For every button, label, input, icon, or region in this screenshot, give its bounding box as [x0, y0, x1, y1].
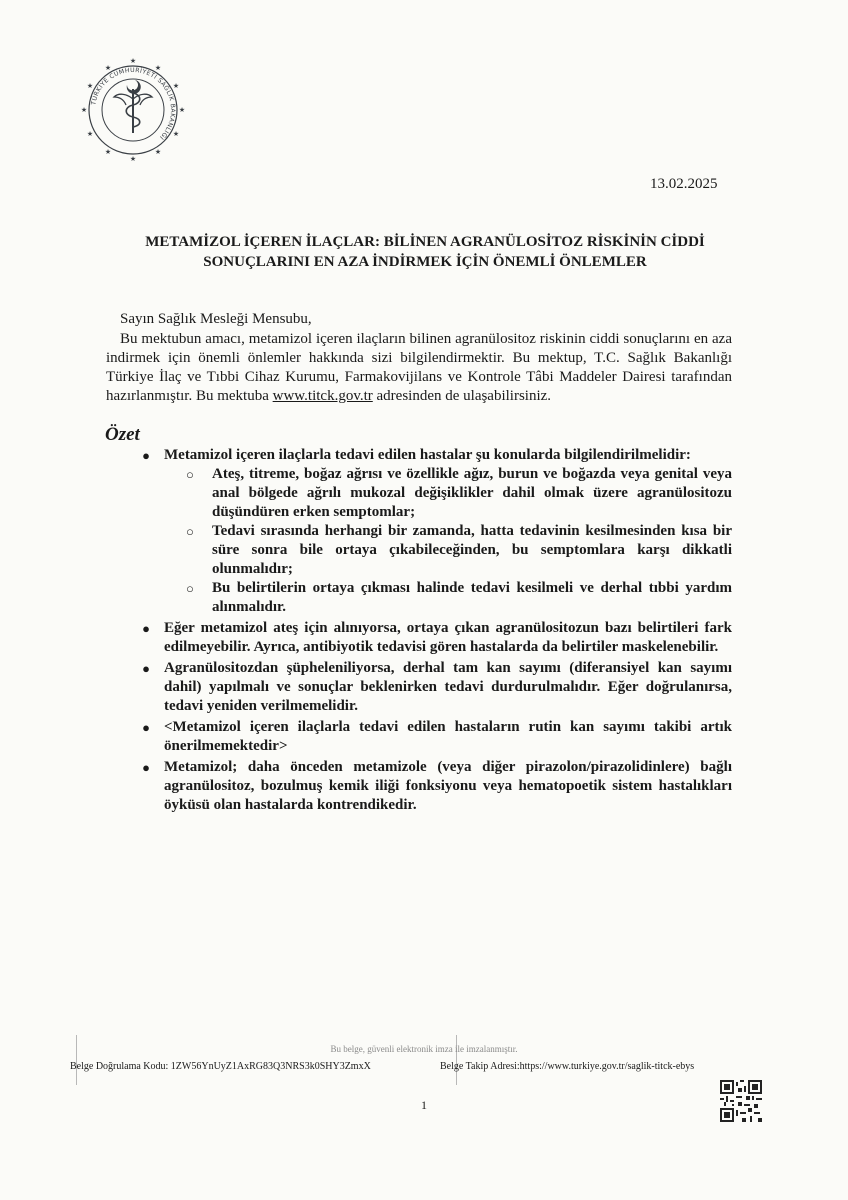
- letter-date: 13.02.2025: [650, 176, 718, 192]
- sub-item-text: Ateş, titreme, boğaz ağrısı ve özellikle ağız, burun ve boğazda veya genital veya anal bölgede ağrılı mukozal değişiklikler dahil olmak üzere agranülositozu düşündüren erken semptomlar;: [212, 466, 732, 520]
- titck-link[interactable]: www.titck.gov.tr: [272, 388, 373, 404]
- svg-text:★: ★: [129, 57, 137, 65]
- bullet-icon: ●: [142, 760, 150, 775]
- list-item: [140, 659, 732, 716]
- sub-item-text: Bu belirtilerin ortaya çıkması halinde tedavi kesilmeli ve derhal tıbbi yardım alınmalıdır.: [212, 580, 732, 615]
- sub-list: [164, 465, 732, 617]
- sub-item-text: Tedavi sırasında herhangi bir zamanda, hatta tedavinin kesilmesinden kısa bir süre sonra bile ortaya çıkabileceğinden, bu semptomlara karşı dikkatli olunmalıdır;: [212, 523, 732, 577]
- svg-text:★: ★: [154, 148, 162, 156]
- svg-text:★: ★: [86, 82, 94, 90]
- bullet-icon: ●: [142, 661, 150, 676]
- summary-heading: Özet: [105, 424, 140, 445]
- svg-text:★: ★: [172, 82, 180, 90]
- svg-text:★: ★: [80, 106, 88, 114]
- svg-text:★: ★: [86, 130, 94, 138]
- sub-list-item: [164, 522, 732, 579]
- bullet-5-text: Metamizol; daha önceden metamizole (veya diğer pirazolon/pirazolidinlere) bağlı agranülositoz, bozulmuş kemik iliği fonksiyonu veya hematopoetik sistem hastalıkları öyküsü olan hastalarda kontrendikedir.: [164, 759, 732, 813]
- tracking-address: Belge Takip Adresi:https://www.turkiye.gov.tr/saglik-titck-ebys: [440, 1061, 695, 1072]
- verification-code: Belge Doğrulama Kodu: 1ZW56YnUyZ1AxRG83Q3NRS3k0SHY3ZmxX: [70, 1061, 371, 1072]
- summary-list: [140, 446, 732, 817]
- svg-text:★: ★: [172, 130, 180, 138]
- bullet-icon: ●: [142, 720, 150, 735]
- circle-bullet-icon: ○: [186, 581, 194, 596]
- letter-title: [100, 232, 750, 272]
- list-item: [140, 446, 732, 617]
- bullet-3-text: Agranülositozdan şüpheleniliyorsa, derhal tam kan sayımı (diferansiyel kan sayımı dahil) yapılmalı ve sonuçlar beklenirken tedavi durdurulmalıdır. Eğer doğrulanırsa, tedavi yeniden verilmemelidir.: [164, 660, 732, 714]
- svg-text:★: ★: [154, 64, 162, 72]
- circle-bullet-icon: ○: [186, 467, 194, 482]
- title-line-1: METAMİZOL İÇEREN İLAÇLAR: BİLİNEN AGRANÜLOSİTOZ RİSKİNİN CİDDİ: [145, 234, 705, 250]
- footer-divider: [456, 1035, 457, 1085]
- list-item: [140, 758, 732, 815]
- svg-text:★: ★: [104, 64, 112, 72]
- intro-text: Bu mektubun amacı, metamizol içeren ilaçların bilinen agranülositoz riskinin ciddi sonuçlarını en aza indirmek için önemli önlemler hakkında sizi bilgilendirmektir. Bu mektup, T.C. Sağlık Bakanlığı Türkiye İlaç ve Tıbbi Cihaz Kurumu, Farmakovijilans ve Kontrole Tâbi Maddeler Dairesi tarafından hazırlanmıştır. Bu mektuba: [106, 331, 732, 404]
- bullet-icon: ●: [142, 448, 150, 463]
- list-item: [140, 718, 732, 756]
- sub-list-item: [164, 465, 732, 522]
- svg-text:TÜRKİYE CUMHURİYETİ SAĞLIK BAK: TÜRKİYE CUMHURİYETİ SAĞLIK BAKANLIĞI: [90, 66, 177, 141]
- qr-code-icon: [720, 1080, 762, 1122]
- e-signature-note: Bu belge, güvenli elektronik imza ile imzalanmıştır.: [330, 1044, 518, 1054]
- ministry-seal-logo: [78, 55, 188, 165]
- page-number: 1: [421, 1098, 427, 1112]
- list-item: [140, 619, 732, 657]
- intro-text-end: adresinden de ulaşabilirsiniz.: [372, 388, 552, 404]
- svg-text:★: ★: [104, 148, 112, 156]
- bullet-4-text: <Metamizol içeren ilaçlarla tedavi edilen hastaların rutin kan sayımı takibi artık önerilmemektedir>: [164, 719, 732, 754]
- svg-text:★: ★: [178, 106, 186, 114]
- greeting: Sayın Sağlık Mesleği Mensubu,: [120, 311, 312, 327]
- circle-bullet-icon: ○: [186, 524, 194, 539]
- footer-divider: [76, 1035, 77, 1085]
- bullet-1-text: Metamizol içeren ilaçlarla tedavi edilen hastalar şu konularda bilgilendirilmelidir:: [164, 447, 691, 463]
- bullet-2-text: Eğer metamizol ateş için alınıyorsa, ortaya çıkan agranülositozun bazı belirtileri fark edilmeyebilir. Ayrıca, antibiyotik tedavisi gören hastalarda da belirtiler maskelenebilir.: [164, 620, 732, 655]
- title-line-2: SONUÇLARINI EN AZA İNDİRMEK İÇİN ÖNEMLİ ÖNLEMLER: [203, 254, 647, 270]
- sub-list-item: [164, 579, 732, 617]
- intro-paragraph: [106, 330, 732, 406]
- bullet-icon: ●: [142, 621, 150, 636]
- svg-text:★: ★: [129, 155, 137, 163]
